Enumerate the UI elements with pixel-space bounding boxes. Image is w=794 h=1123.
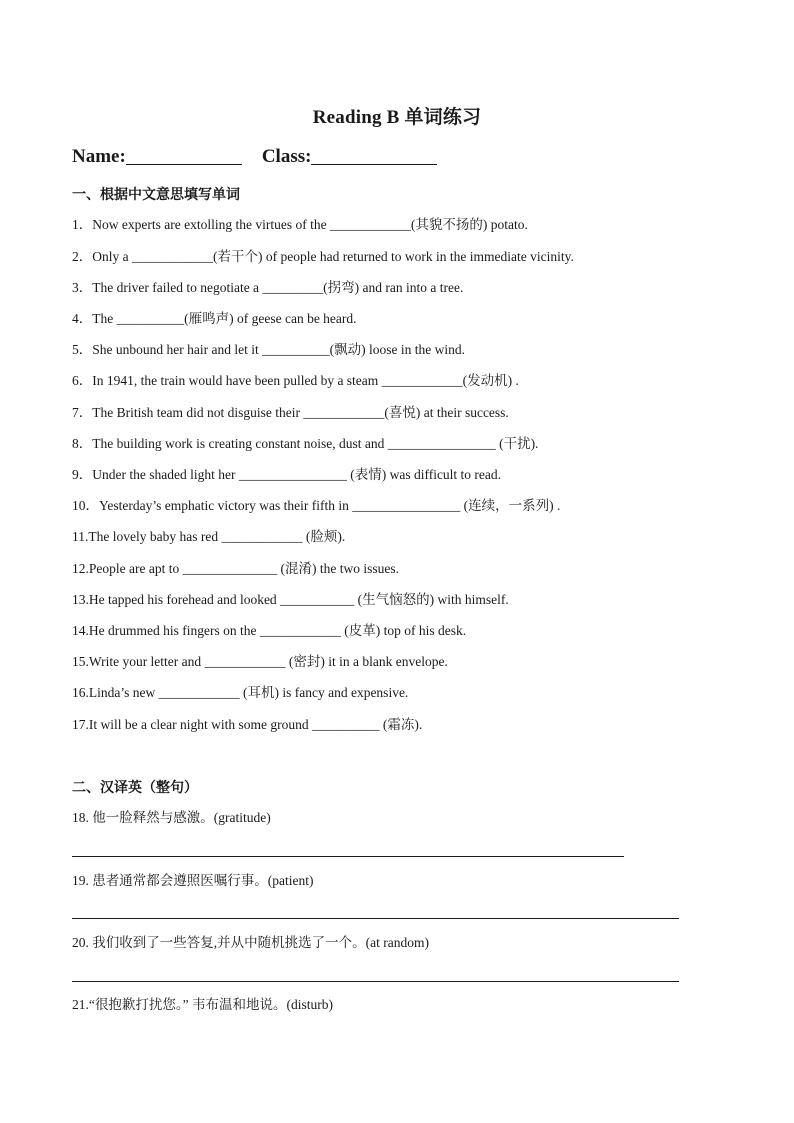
page-title: Reading B 单词练习 (312, 107, 482, 128)
question-item: 2．Only a ____________(若干个) of people had returned to work in the immediate vicinity. (72, 249, 574, 264)
question-item: 1．Now experts are extolling the virtues of the ____________(其貌不扬的) potato. (72, 217, 528, 232)
question-item: 15.Write your letter and ____________ (密封) it in a blank envelope. (72, 654, 448, 669)
name-blank[interactable] (126, 146, 242, 165)
question-item: 12.People are apt to ______________ (混淆) the two issues. (72, 561, 399, 576)
section-2-heading: 二、汉译英（整句） (72, 780, 198, 796)
question-item: 13.He tapped his forehead and looked ___________ (生气恼怒的) with himself. (72, 592, 509, 607)
question-item: 9．Under the shaded light her ________________ (表情) was difficult to read. (72, 467, 502, 482)
translation-item: 18. 他一脸释然与感激。(gratitude) (72, 810, 271, 825)
translation-item: 20. 我们收到了一些答复,并从中随机挑选了一个。(at random) (72, 935, 429, 950)
class-label: Class: (261, 146, 312, 167)
question-item: 4．The __________(雁鸣声) of geese can be heard. (72, 311, 357, 326)
name-label: Name: (72, 146, 126, 167)
question-item: 16.Linda’s new ____________ (耳机) is fancy and expensive. (72, 685, 409, 700)
question-item: 3．The driver failed to negotiate a _________(拐弯) and ran into a tree. (72, 280, 464, 295)
question-item: 7．The British team did not disguise their ____________(喜悦) at their success. (72, 405, 509, 420)
translation-item: 19. 患者通常都会遵照医嘱行事。(patient) (72, 873, 314, 888)
section-1-heading: 一、根据中文意思填写单词 (72, 187, 240, 203)
question-item: 8．The building work is creating constant noise, dust and ________________ (干扰). (72, 436, 539, 451)
answer-line[interactable] (72, 918, 679, 919)
answer-line[interactable] (72, 856, 624, 857)
question-item: 5．She unbound her hair and let it __________(飘动) loose in the wind. (72, 342, 465, 357)
question-item: 6．In 1941, the train would have been pulled by a steam ____________(发动机) . (72, 373, 519, 388)
question-item: 10．Yesterday’s emphatic victory was their fifth in ________________ (连续，一系列) . (72, 498, 561, 513)
translation-item: 21.“很抱歉打扰您。” 韦布温和地说。(disturb) (72, 997, 333, 1012)
name-class-row (72, 146, 437, 168)
question-item: 17.It will be a clear night with some ground __________ (霜冻). (72, 717, 423, 732)
question-item: 11.The lovely baby has red ____________ (脸颊). (72, 529, 346, 544)
question-item: 14.He drummed his fingers on the ____________ (皮革) top of his desk. (72, 623, 467, 638)
class-blank[interactable] (311, 146, 437, 165)
answer-line[interactable] (72, 981, 679, 982)
